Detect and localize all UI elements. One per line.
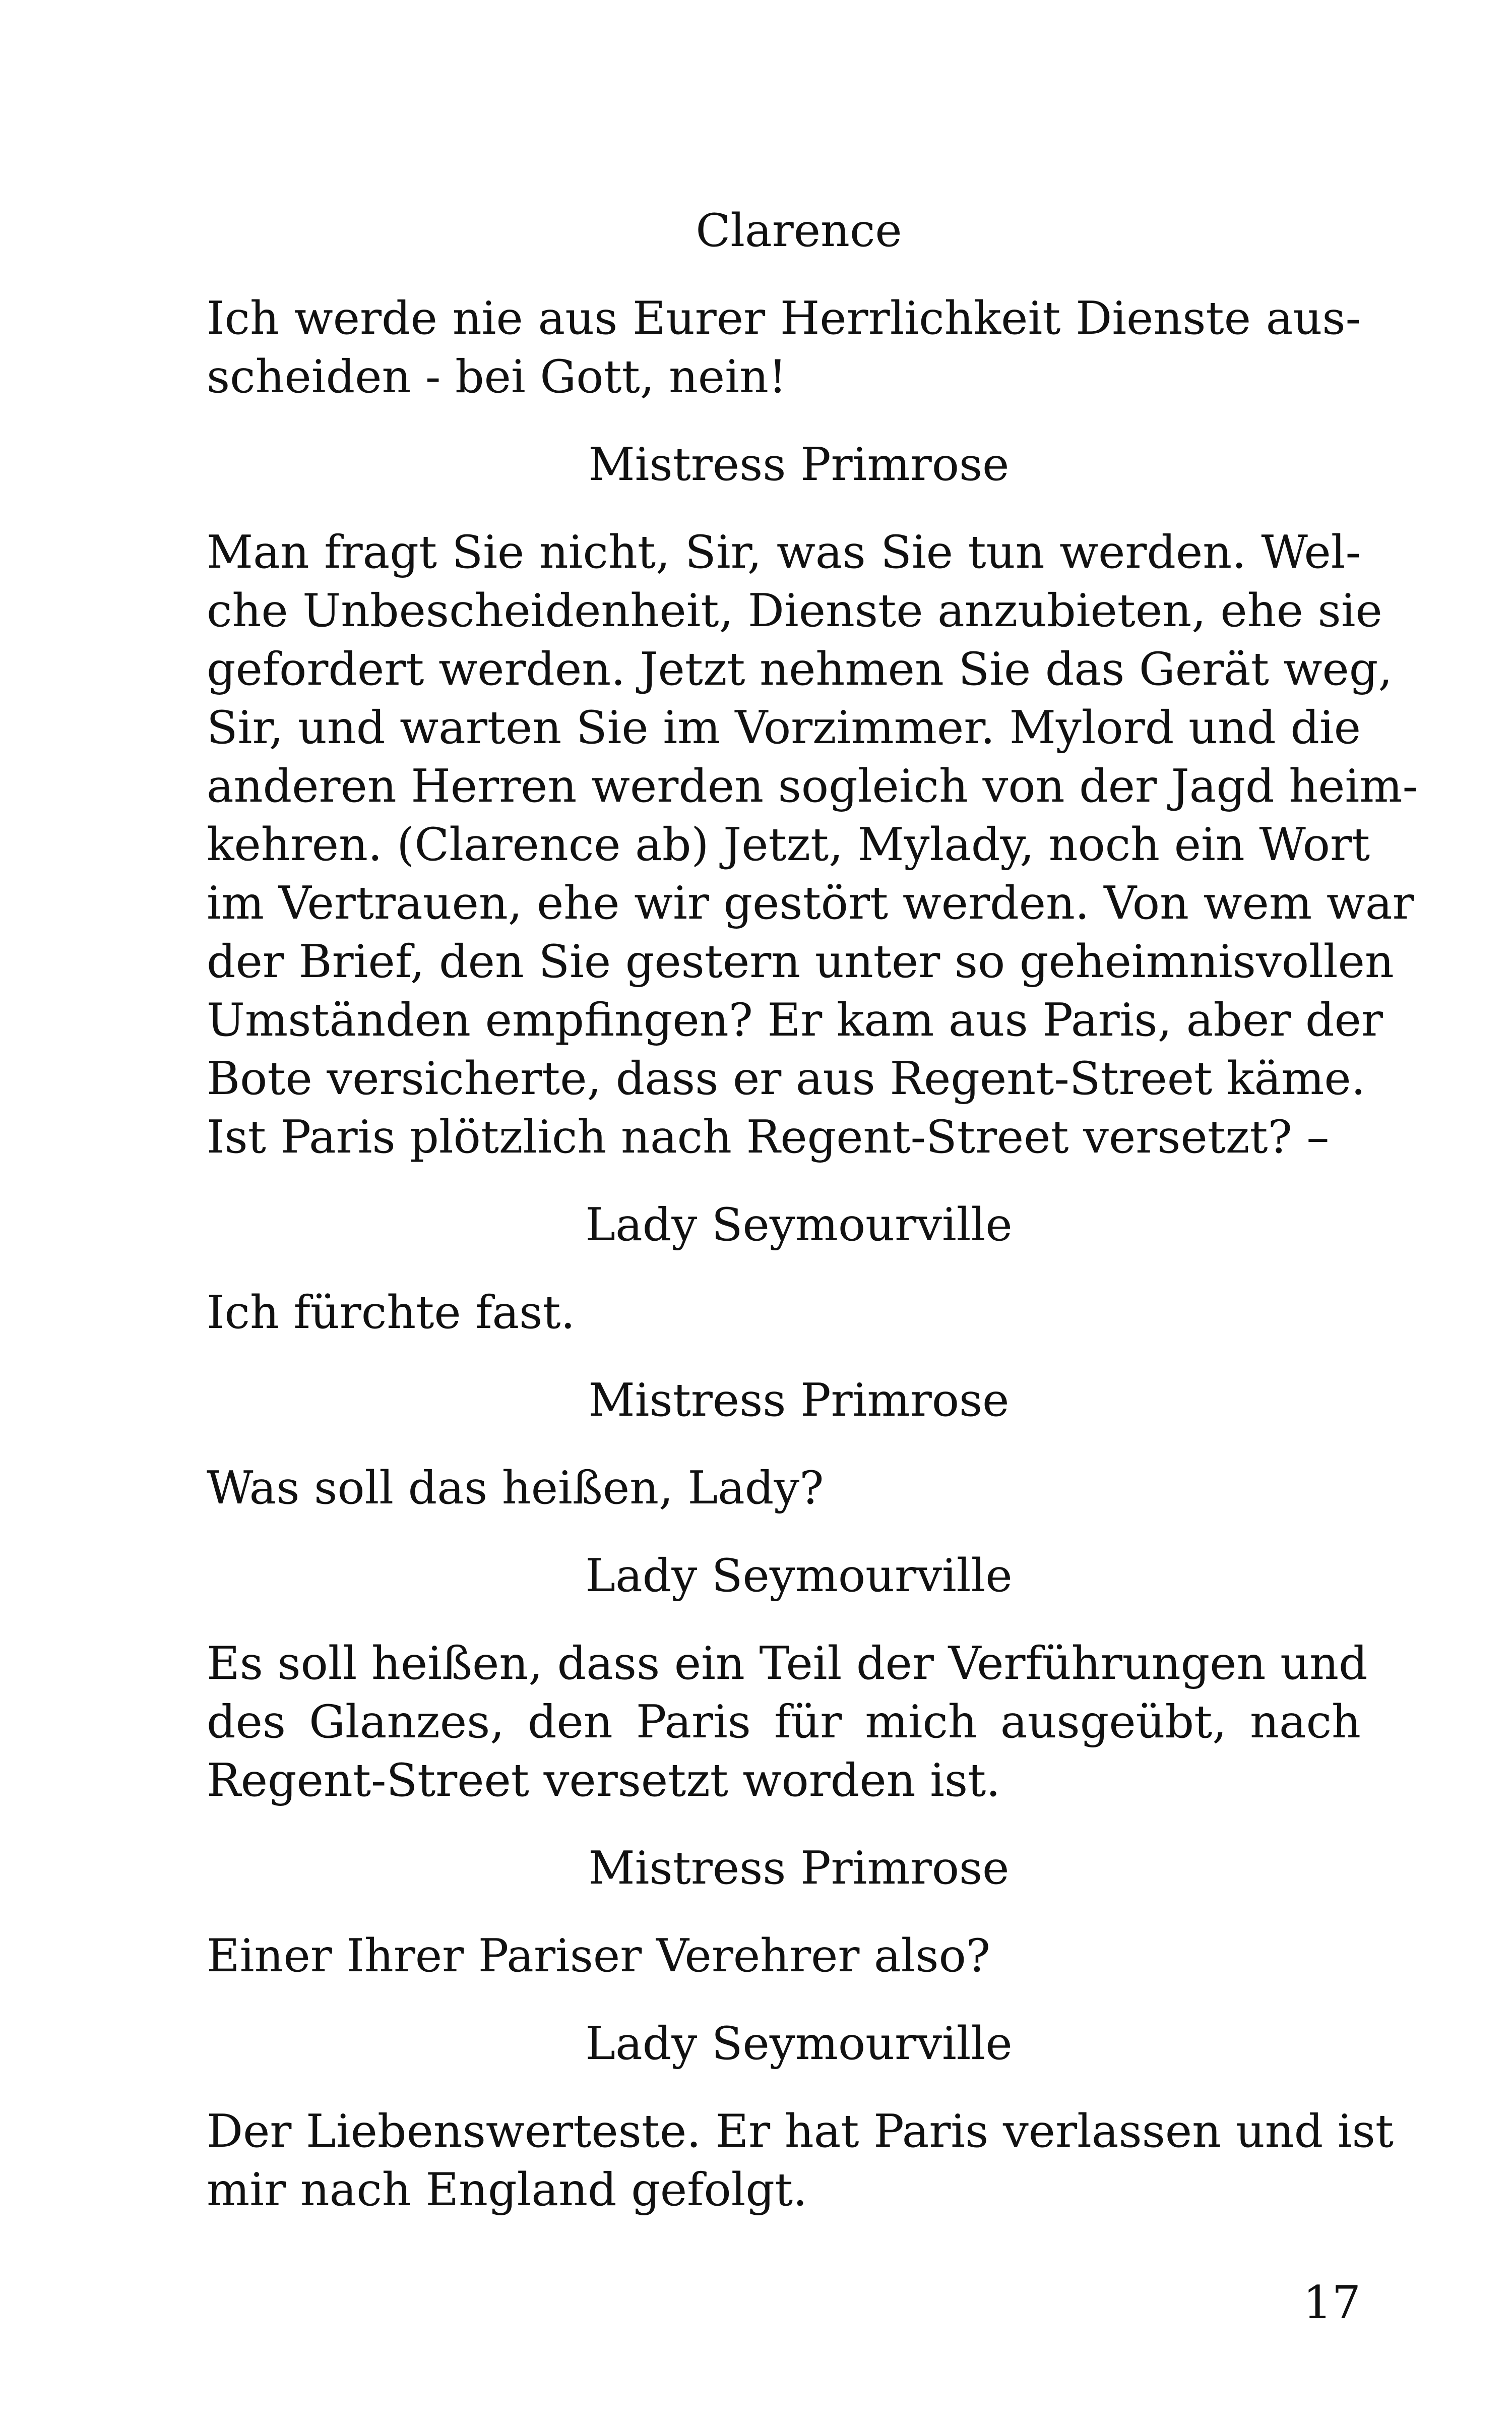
- speech-line: Ist Paris plötzlich nach Regent-Street versetzt? –: [207, 1111, 1330, 1164]
- speech-line: gefordert werden. Jetzt nehmen Sie das Gerät weg,: [207, 643, 1393, 696]
- speech-line: der Brief, den Sie gestern unter so geheimnisvollen: [207, 935, 1394, 988]
- speech-line: anderen Herren werden sogleich von der Jagd heim-: [207, 760, 1418, 813]
- speaker-name: Mistress Primrose: [588, 1374, 1010, 1427]
- speaker-name: Clarence: [696, 204, 902, 257]
- speech-line: Umständen empfingen? Er kam aus Paris, aber der: [207, 994, 1383, 1047]
- speech-line: Sir, und warten Sie im Vorzimmer. Mylord und die: [207, 701, 1361, 754]
- speech-line: Ich fürchte fast.: [207, 1286, 576, 1339]
- speech-text: [207, 289, 1361, 406]
- speech-line: kehren. (Clarence ab) Jetzt, Mylady, noch ein Wort: [207, 818, 1370, 871]
- speech-line: Einer Ihrer Pariser Verehrer also?: [207, 1929, 991, 1982]
- speaker-name: Lady Seymourville: [585, 2017, 1013, 2070]
- speaker-name: Mistress Primrose: [588, 1842, 1010, 1895]
- speech-line: Der Liebenswerteste. Er hat Paris verlassen und ist: [207, 2105, 1394, 2158]
- speech-line: des Glanzes, den Paris für mich ausgeübt, nach: [207, 1696, 1361, 1748]
- speech-text: [207, 1927, 1361, 1985]
- speech-line: Regent-Street versetzt worden ist.: [207, 1754, 1000, 1807]
- page-body: [207, 202, 1418, 2219]
- page-number: 17: [1303, 2276, 1361, 2329]
- speaker-name: Lady Seymourville: [585, 1549, 1013, 1602]
- speech-line: im Vertrauen, ehe wir gestört werden. Von wem war: [207, 877, 1414, 930]
- speech-text: [207, 1284, 1361, 1342]
- speech-text: [207, 523, 1418, 1167]
- speaker-name: Mistress Primrose: [588, 438, 1010, 491]
- speech-line: Bote versicherte, dass er aus Regent-Street käme.: [207, 1052, 1366, 1105]
- speech-line: mir nach England gefolgt.: [207, 2163, 807, 2216]
- speech-line: Man fragt Sie nicht, Sir, was Sie tun werden. Wel-: [207, 526, 1361, 579]
- speaker-name: Lady Seymourville: [585, 1198, 1013, 1251]
- speech-line: Ich werde nie aus Eurer Herrlichkeit Dienste aus-: [207, 292, 1361, 345]
- speech-line: Es soll heißen, dass ein Teil der Verführungen und: [207, 1637, 1368, 1690]
- speech-text: [207, 2102, 1394, 2219]
- speech-line: che Unbescheidenheit, Dienste anzubieten, ehe sie: [207, 584, 1382, 637]
- speech-text: [207, 1459, 1361, 1518]
- speech-line: scheiden - bei Gott, nein!: [207, 350, 787, 403]
- speech-line: Was soll das heißen, Lady?: [207, 1462, 824, 1515]
- speech-text: [207, 1635, 1368, 1810]
